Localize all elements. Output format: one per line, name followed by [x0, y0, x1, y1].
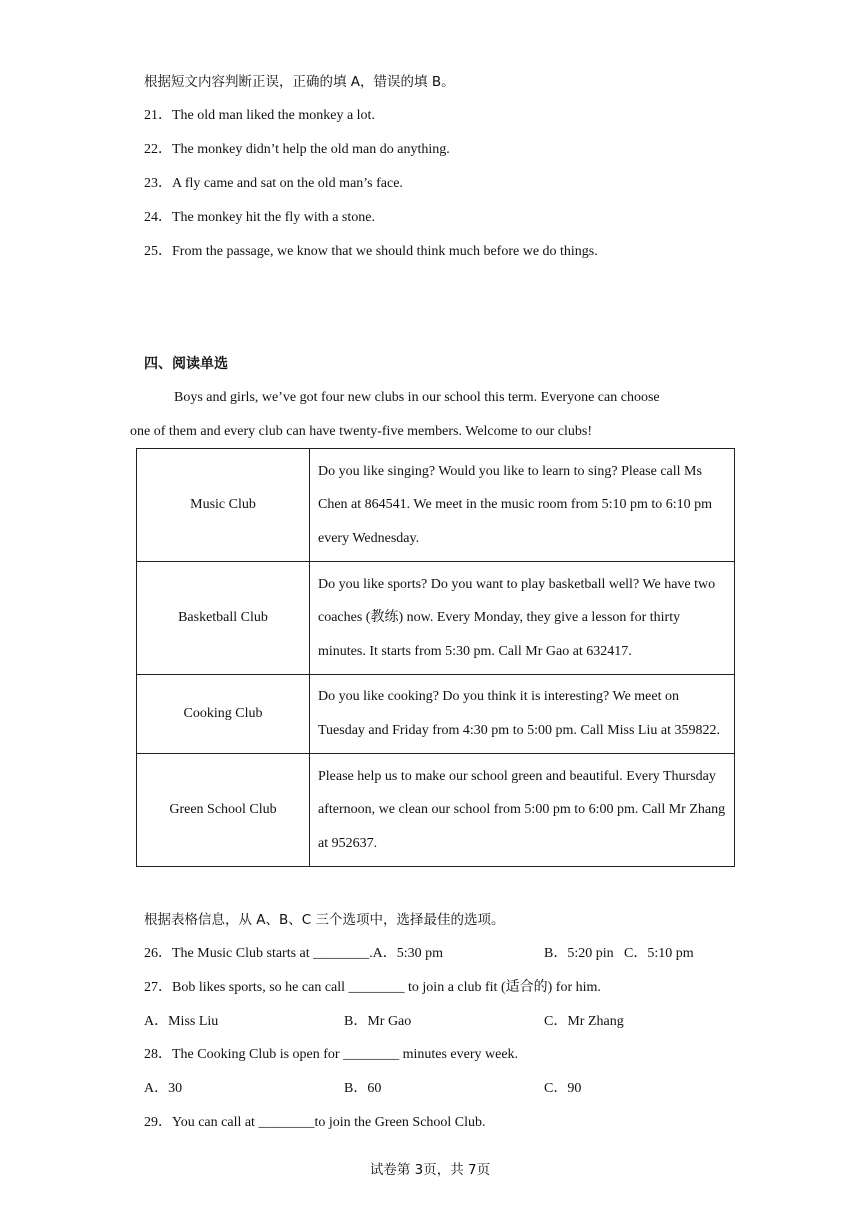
clubs-table [136, 448, 735, 867]
question-27-stem: 27．Bob likes sports, so he can call ________ to join a club fit (适合的) for him. [144, 980, 601, 995]
club-description: Do you like sports? Do you want to play basketball well? We have two coaches (教练) now. Every Monday, they give a lesson for thirty minutes. It starts from 5:30 pm. Call Mr Gao at 632417. [310, 562, 735, 675]
question-27-option-c: C．Mr Zhang [544, 1014, 624, 1029]
question-28-option-a: A．30 [144, 1081, 183, 1096]
question-25: 25．From the passage, we know that we should think much before we do things. [144, 244, 598, 259]
question-28-option-b: B．60 [344, 1081, 382, 1096]
table-row [137, 449, 735, 562]
question-29-stem: 29．You can call at ________to join the Green School Club. [144, 1115, 486, 1130]
page-footer: 试卷第 3页，共 7页 [369, 1162, 491, 1178]
question-28-option-c: C．90 [544, 1081, 582, 1096]
table-row [137, 754, 735, 867]
question-22: 22．The monkey didn’t help the old man do anything. [144, 142, 450, 157]
question-24: 24．The monkey hit the fly with a stone. [144, 210, 375, 225]
question-28-stem: 28．The Cooking Club is open for ________ minutes every week. [144, 1047, 519, 1062]
question-instruction: 根据表格信息，从 A、B、C 三个选项中，选择最佳的选项。 [144, 912, 505, 928]
question-27-option-a: A．Miss Liu [144, 1014, 219, 1029]
question-26-stem: 26．The Music Club starts at ________.A．5:30 pm [144, 946, 444, 961]
question-27-option-b: B．Mr Gao [344, 1014, 412, 1029]
club-name: Green School Club [137, 754, 310, 867]
question-23: 23．A fly came and sat on the old man’s face. [144, 176, 403, 191]
club-description: Do you like cooking? Do you think it is interesting? We meet on Tuesday and Friday from 4:30 pm to 5:00 pm. Call Miss Liu at 359822. [310, 675, 735, 754]
intro-line-1: Boys and girls, we’ve got four new clubs in our school this term. Everyone can choose [174, 390, 660, 405]
intro-line-2: one of them and every club can have twenty-five members. Welcome to our clubs! [130, 424, 593, 439]
table-row [137, 562, 735, 675]
table-row [137, 675, 735, 754]
club-description: Please help us to make our school green and beautiful. Every Thursday afternoon, we clean our school from 5:00 pm to 6:00 pm. Call Mr Zhang at 952637. [310, 754, 735, 867]
club-name: Music Club [137, 449, 310, 562]
club-name: Basketball Club [137, 562, 310, 675]
question-26-option-c: C．5:10 pm [624, 946, 694, 961]
judge-instruction: 根据短文内容判断正误，正确的填 A，错误的填 B。 [144, 74, 455, 90]
club-name: Cooking Club [137, 675, 310, 754]
section-heading: 四、阅读单选 [144, 356, 228, 372]
club-description: Do you like singing? Would you like to learn to sing? Please call Ms Chen at 864541. We meet in the music room from 5:10 pm to 6:10 pm every Wednesday. [310, 449, 735, 562]
question-21: 21．The old man liked the monkey a lot. [144, 108, 375, 123]
question-26-option-b: B．5:20 pin [544, 946, 614, 961]
